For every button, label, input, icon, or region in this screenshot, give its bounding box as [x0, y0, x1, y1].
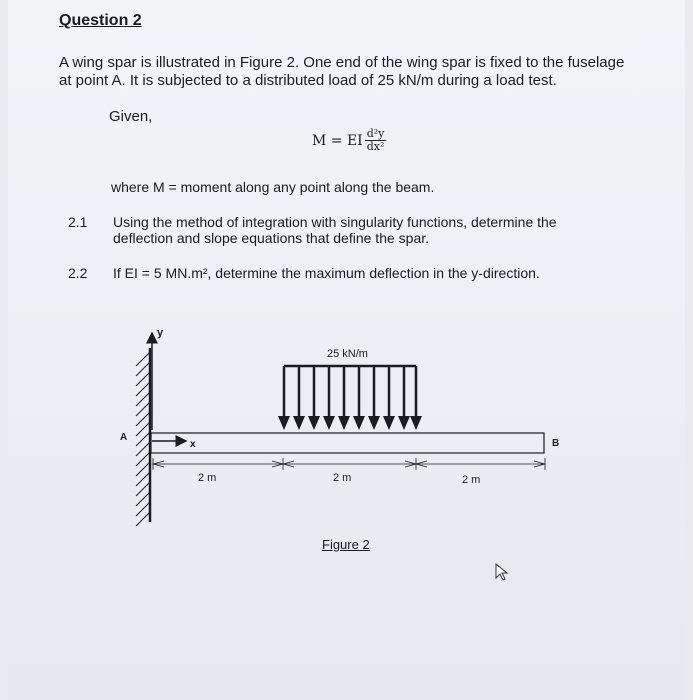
formula-numerator: d²y	[366, 127, 385, 140]
given-label: Given,	[109, 108, 153, 125]
intro-line-1: A wing spar is illustrated in Figure 2. One end of the wing spar is fixed to the fuselage	[59, 54, 625, 71]
point-b-label: B	[552, 438, 560, 449]
formula-lhs: M = EI	[312, 132, 363, 149]
mouse-cursor-icon	[496, 564, 507, 580]
distributed-load	[284, 366, 416, 418]
question-title: Question 2	[59, 12, 142, 29]
dimension-1-label: 2 m	[198, 472, 217, 484]
part-number-2-1: 2.1	[68, 214, 88, 230]
figure-caption: Figure 2	[322, 537, 370, 552]
part-2-2-text: If EI = 5 MN.m², determine the maximum deflection in the y-direction.	[113, 265, 540, 281]
dimension-3-label: 2 m	[462, 474, 481, 486]
fixed-wall-support	[136, 348, 150, 526]
beam	[151, 433, 544, 453]
intro-line-2: at point A. It is subjected to a distributed load of 25 kN/m during a load test.	[59, 72, 557, 89]
part-2-1-line-1: Using the method of integration with singularity functions, determine the	[113, 214, 557, 230]
point-a-label: A	[120, 432, 128, 443]
part-2-1-line-2: deflection and slope equations that define the spar.	[113, 230, 430, 246]
x-axis-label: x	[190, 439, 196, 450]
formula-denominator: dx²	[366, 140, 385, 153]
dimension-2-label: 2 m	[333, 472, 352, 484]
y-axis-label: y	[157, 327, 164, 339]
load-arrowheads	[278, 416, 422, 430]
load-label: 25 kN/m	[327, 348, 368, 360]
dimension-line	[153, 458, 545, 470]
where-definition: where M = moment along any point along the beam.	[111, 179, 435, 195]
part-number-2-2: 2.2	[68, 265, 88, 281]
